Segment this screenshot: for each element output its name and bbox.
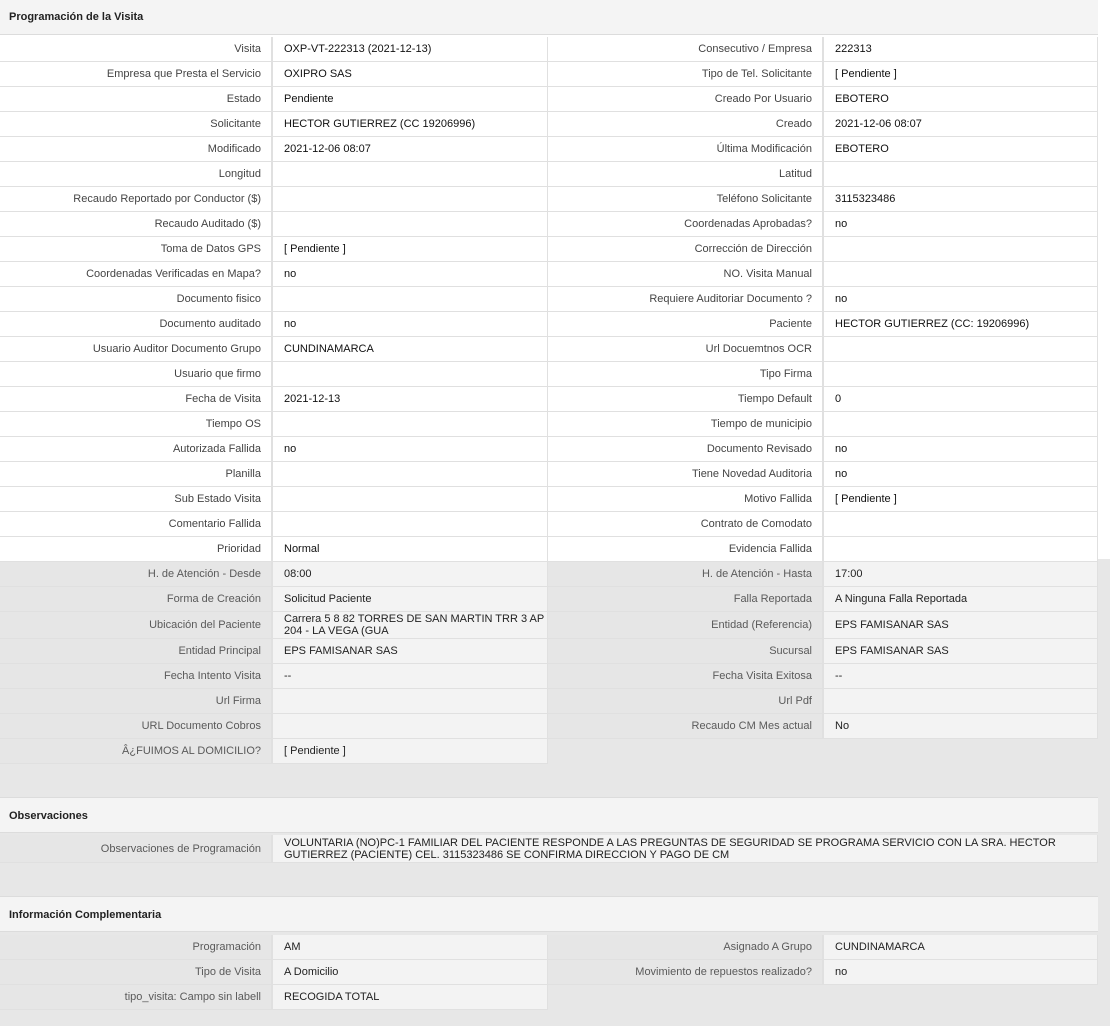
field-label-autorizada-fallida: Autorizada Fallida [0,437,272,462]
field-value-prioridad: Normal [272,537,548,562]
field-label-tiempo-os: Tiempo OS [0,412,272,437]
field-label-longitud: Longitud [0,162,272,187]
field-row [0,187,1098,212]
field-value-a-fuimos-al-domicilio: [ Pendiente ] [272,739,548,764]
field-value-h-de-atencion-hasta: 17:00 [823,562,1098,587]
field-value-evidencia-fallida [823,537,1098,562]
field-label-usuario-que-firmo: Usuario que firmo [0,362,272,387]
field-label-tipo-de-tel-solicitante: Tipo de Tel. Solicitante [548,62,823,87]
field-value-latitud [823,162,1098,187]
field-label-asignado-a-grupo: Asignado A Grupo [548,935,823,960]
field-value-tipo-de-tel-solicitante: [ Pendiente ] [823,62,1098,87]
field-label-requiere-auditoriar-documento: Requiere Auditoriar Documento ? [548,287,823,312]
field-row [0,537,1098,562]
field-row [0,412,1098,437]
section-title-observaciones: Observaciones [9,810,88,822]
field-label-visita: Visita [0,37,272,62]
field-value-tiempo-os [272,412,548,437]
field-label-evidencia-fallida: Evidencia Fallida [548,537,823,562]
field-row [0,562,1098,587]
field-value-entidad-referencia: EPS FAMISANAR SAS [823,612,1098,639]
field-label-falla-reportada: Falla Reportada [548,587,823,612]
field-row [0,587,1098,612]
field-row [0,337,1098,362]
field-label-documento-auditado: Documento auditado [0,312,272,337]
section-title-programacion: Programación de la Visita [9,11,144,23]
field-label-url-firma: Url Firma [0,689,272,714]
field-label-modificado: Modificado [0,137,272,162]
field-row [0,437,1098,462]
field-row [0,387,1098,412]
field-row [0,37,1098,62]
field-row [0,162,1098,187]
field-value-ubicacion-del-paciente: Carrera 5 8 82 TORRES DE SAN MARTIN TRR 3 AP 204 - LA VEGA (GUA [272,612,548,639]
field-value-tiempo-de-municipio [823,412,1098,437]
field-value-correccion-de-direccion [823,237,1098,262]
section-header-programacion [0,0,1098,35]
field-value-documento-fisico [272,287,548,312]
field-label-comentario-fallida: Comentario Fallida [0,512,272,537]
field-row [0,714,1098,739]
field-row [0,237,1098,262]
field-label-coordenadas-aprobadas: Coordenadas Aprobadas? [548,212,823,237]
field-row [0,487,1098,512]
field-label-tiempo-de-municipio: Tiempo de municipio [548,412,823,437]
section-header-complementaria [0,896,1098,932]
field-value-fecha-visita-exitosa: -- [823,664,1098,689]
field-value-estado: Pendiente [272,87,548,112]
field-value-sub-estado-visita [272,487,548,512]
field-label-tipo-visita-campo-sin-labell: tipo_visita: Campo sin labell [0,985,272,1010]
field-label-tiempo-default: Tiempo Default [548,387,823,412]
field-value-recaudo-reportado-por-conductor [272,187,548,212]
field-value-entidad-principal: EPS FAMISANAR SAS [272,639,548,664]
field-value-asignado-a-grupo: CUNDINAMARCA [823,935,1098,960]
field-label-solicitante: Solicitante [0,112,272,137]
field-label-url-documento-cobros: URL Documento Cobros [0,714,272,739]
field-label-recaudo-cm-mes-actual: Recaudo CM Mes actual [548,714,823,739]
field-label-no-visita-manual: NO. Visita Manual [548,262,823,287]
field-label-planilla: Planilla [0,462,272,487]
programacion-grid-readonly [0,562,1098,764]
field-value-url-pdf [823,689,1098,714]
field-value-empresa-que-presta-el-servicio: OXIPRO SAS [272,62,548,87]
field-value-programacion: AM [272,935,548,960]
field-value-tipo-de-visita: A Domicilio [272,960,548,985]
field-value-documento-auditado: no [272,312,548,337]
field-row [0,664,1098,689]
field-value-tiempo-default: 0 [823,387,1098,412]
field-value-consecutivo-empresa: 222313 [823,37,1098,62]
field-label-consecutivo-empresa: Consecutivo / Empresa [548,37,823,62]
field-value-usuario-que-firmo [272,362,548,387]
field-value-recaudo-auditado [272,212,548,237]
observaciones-programacion-value: VOLUNTARIA (NO)PC-1 FAMILIAR DEL PACIENTE RESPONDE A LAS PREGUNTAS DE SEGURIDAD SE PROGRAMA SERVICIO CON LA SRA. HECTOR GUTIERREZ (PACIENTE) CEL. 3115323486 SE CONFIRMA DIRECCION Y PAGO DE CM [272,835,1098,863]
field-label-paciente: Paciente [548,312,823,337]
field-value-falla-reportada: A Ninguna Falla Reportada [823,587,1098,612]
field-label: Observaciones de Programación [0,835,272,863]
field-label-telefono-solicitante: Teléfono Solicitante [548,187,823,212]
complementaria-grid [0,935,1098,1010]
field-value-fecha-intento-visita: -- [272,664,548,689]
field-label-empresa-que-presta-el-servicio: Empresa que Presta el Servicio [0,62,272,87]
field-label-recaudo-reportado-por-conductor: Recaudo Reportado por Conductor ($) [0,187,272,212]
field-value-no-visita-manual [823,262,1098,287]
field-label-prioridad: Prioridad [0,537,272,562]
field-label-documento-fisico: Documento fisico [0,287,272,312]
field-label-url-pdf: Url Pdf [548,689,823,714]
field-value-usuario-auditor-documento-grupo: CUNDINAMARCA [272,337,548,362]
field-row [0,462,1098,487]
field-label-estado: Estado [0,87,272,112]
field-row [0,262,1098,287]
field-label-sub-estado-visita: Sub Estado Visita [0,487,272,512]
field-label-tipo-firma: Tipo Firma [548,362,823,387]
field-row [0,212,1098,237]
field-label-forma-de-creacion: Forma de Creación [0,587,272,612]
field-row [0,639,1098,664]
field-row [0,112,1098,137]
field-label-a-fuimos-al-domicilio: Â¿FUIMOS AL DOMICILIO? [0,739,272,764]
field-row [0,739,1098,764]
field-value-visita: OXP-VT-222313 (2021-12-13) [272,37,548,62]
field-label-sucursal: Sucursal [548,639,823,664]
field-label-documento-revisado: Documento Revisado [548,437,823,462]
field-value-autorizada-fallida: no [272,437,548,462]
field-value-tiene-novedad-auditoria: no [823,462,1098,487]
programacion-grid [0,37,1098,562]
field-label-fecha-visita-exitosa: Fecha Visita Exitosa [548,664,823,689]
field-row [0,362,1098,387]
field-value-url-docuemtnos-ocr [823,337,1098,362]
field-value-ultima-modificacion: EBOTERO [823,137,1098,162]
field-value-coordenadas-verificadas-en-mapa: no [272,262,548,287]
field-value-url-documento-cobros [272,714,548,739]
field-label-coordenadas-verificadas-en-mapa: Coordenadas Verificadas en Mapa? [0,262,272,287]
field-row [0,62,1098,87]
field-value-tipo-visita-campo-sin-labell: RECOGIDA TOTAL [272,985,548,1010]
field-row [0,87,1098,112]
field-row [0,935,1098,960]
field-label-tipo-de-visita: Tipo de Visita [0,960,272,985]
field-label-usuario-auditor-documento-grupo: Usuario Auditor Documento Grupo [0,337,272,362]
field-value-tipo-firma [823,362,1098,387]
field-label-ubicacion-del-paciente: Ubicación del Paciente [0,612,272,639]
field-value-requiere-auditoriar-documento: no [823,287,1098,312]
field-label-h-de-atencion-hasta: H. de Atención - Hasta [548,562,823,587]
section-title-complementaria: Información Complementaria [9,909,162,921]
field-value-creado: 2021-12-06 08:07 [823,112,1098,137]
field-label-fecha-de-visita: Fecha de Visita [0,387,272,412]
field-label-entidad-referencia: Entidad (Referencia) [548,612,823,639]
field-label-recaudo-auditado: Recaudo Auditado ($) [0,212,272,237]
field-value-documento-revisado: no [823,437,1098,462]
field-label-h-de-atencion-desde: H. de Atención - Desde [0,562,272,587]
field-label-entidad-principal: Entidad Principal [0,639,272,664]
field-value-creado-por-usuario: EBOTERO [823,87,1098,112]
field-row [0,985,1098,1010]
field-label-creado: Creado [548,112,823,137]
field-row [0,612,1098,639]
field-value-coordenadas-aprobadas: no [823,212,1098,237]
field-row [0,287,1098,312]
field-label-movimiento-de-repuestos-realizado: Movimiento de repuestos realizado? [548,960,823,985]
field-label-programacion: Programación [0,935,272,960]
field-value-comentario-fallida [272,512,548,537]
observaciones-row [0,835,1098,863]
field-row [0,137,1098,162]
field-value-toma-de-datos-gps: [ Pendiente ] [272,237,548,262]
field-value-url-firma [272,689,548,714]
field-label-tiene-novedad-auditoria: Tiene Novedad Auditoria [548,462,823,487]
field-value-recaudo-cm-mes-actual: No [823,714,1098,739]
field-row [0,512,1098,537]
field-value-movimiento-de-repuestos-realizado: no [823,960,1098,985]
field-row [0,689,1098,714]
field-row [0,312,1098,337]
field-value-longitud [272,162,548,187]
field-label-contrato-de-comodato: Contrato de Comodato [548,512,823,537]
field-value-telefono-solicitante: 3115323486 [823,187,1098,212]
field-value-h-de-atencion-desde: 08:00 [272,562,548,587]
field-value-sucursal: EPS FAMISANAR SAS [823,639,1098,664]
field-value-forma-de-creacion: Solicitud Paciente [272,587,548,612]
field-label-ultima-modificacion: Última Modificación [548,137,823,162]
field-label-motivo-fallida: Motivo Fallida [548,487,823,512]
field-value-motivo-fallida: [ Pendiente ] [823,487,1098,512]
observaciones-grid [0,835,1098,863]
field-row [0,960,1098,985]
field-value-fecha-de-visita: 2021-12-13 [272,387,548,412]
field-label-latitud: Latitud [548,162,823,187]
field-label-url-docuemtnos-ocr: Url Docuemtnos OCR [548,337,823,362]
field-value-modificado: 2021-12-06 08:07 [272,137,548,162]
field-value-paciente: HECTOR GUTIERREZ (CC: 19206996) [823,312,1098,337]
field-label-correccion-de-direccion: Corrección de Dirección [548,237,823,262]
field-value-planilla [272,462,548,487]
section-header-observaciones [0,797,1098,833]
field-label-toma-de-datos-gps: Toma de Datos GPS [0,237,272,262]
field-label-creado-por-usuario: Creado Por Usuario [548,87,823,112]
field-value-solicitante: HECTOR GUTIERREZ (CC 19206996) [272,112,548,137]
field-value-contrato-de-comodato [823,512,1098,537]
field-label-fecha-intento-visita: Fecha Intento Visita [0,664,272,689]
